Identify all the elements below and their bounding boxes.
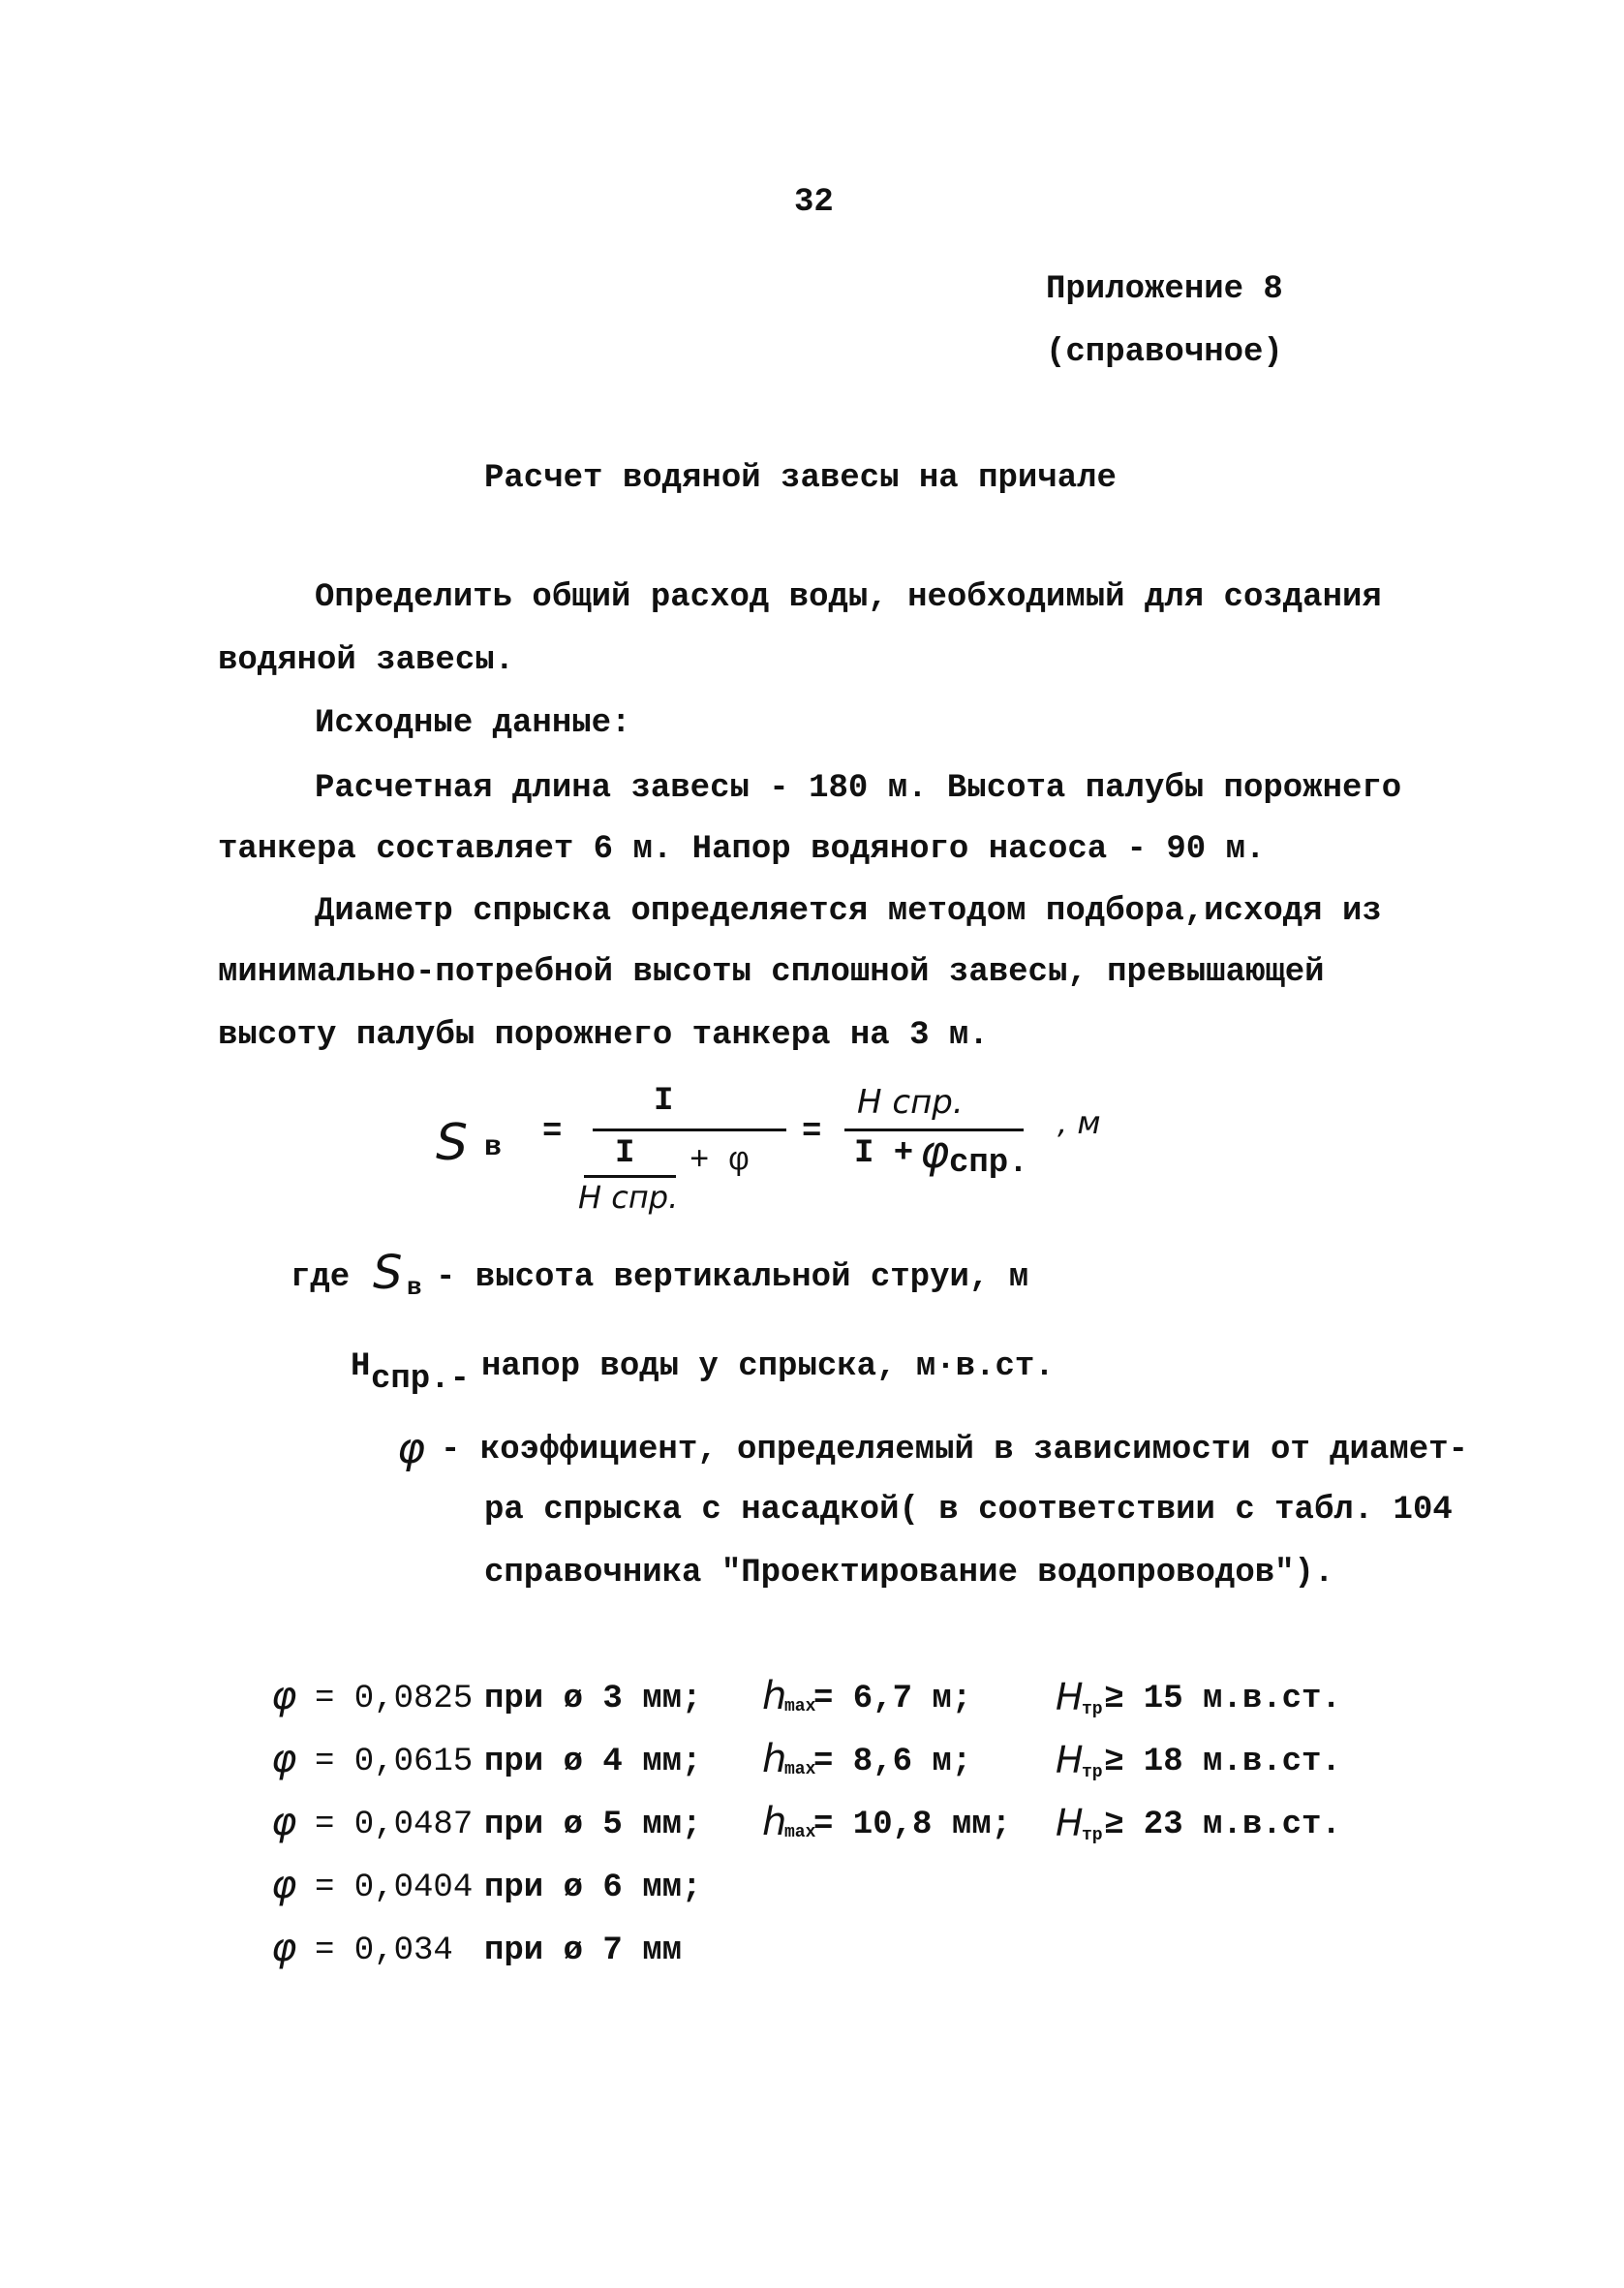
formula-eq-2: = — [802, 1114, 822, 1151]
fraction-1-numerator: I — [654, 1083, 674, 1120]
legend-h-symbol: H — [351, 1348, 371, 1385]
row-phi-value: = 0,0825 — [315, 1681, 474, 1717]
row-phi-symbol: φ — [271, 1926, 297, 1970]
formula-lhs-sub: в — [484, 1131, 503, 1164]
task-line-2: водяной завесы. — [218, 642, 515, 679]
row-phi-symbol: φ — [271, 1800, 297, 1844]
given-label: Исходные данные: — [315, 705, 631, 742]
fraction-2-den-a: I + — [854, 1135, 914, 1172]
row-H-sub: тр — [1082, 1826, 1103, 1845]
row-H-value: ≥ 23 м.в.ст. — [1104, 1807, 1341, 1843]
row-diameter: при ø 5 мм; — [484, 1807, 702, 1843]
row-phi-symbol: φ — [271, 1737, 297, 1781]
row-phi-value: = 0,0404 — [315, 1870, 474, 1906]
fraction-1-bar — [593, 1129, 786, 1131]
legend-where: где — [291, 1259, 351, 1296]
paragraph-2-line-3: высоту палубы порожнего танкера на 3 м. — [218, 1017, 989, 1054]
row-phi-value: = 0,0487 — [315, 1807, 474, 1843]
row-h-value: = 10,8 мм; — [813, 1807, 1012, 1843]
row-h-sub: max — [784, 1760, 816, 1779]
formula-lhs-symbol: S — [436, 1114, 469, 1172]
paragraph-1-line-1: Расчетная длина завесы - 180 м. Высота палубы порожнего — [315, 770, 1402, 807]
row-h-symbol: h — [762, 1674, 787, 1718]
row-H-value: ≥ 15 м.в.ст. — [1104, 1681, 1341, 1717]
row-diameter: при ø 6 мм; — [484, 1870, 702, 1906]
row-H-symbol: H — [1056, 1739, 1084, 1781]
row-phi-value: = 0,0615 — [315, 1744, 474, 1780]
legend-s-sub: в — [407, 1273, 422, 1302]
legend-h-sub: спр.- — [371, 1361, 471, 1398]
row-H-symbol: H — [1056, 1802, 1084, 1844]
legend-phi-line-3: справочника "Проектирование водопроводов"). — [484, 1555, 1334, 1592]
page-number: 32 — [794, 184, 834, 221]
row-h-sub: max — [784, 1697, 816, 1716]
row-h-sub: max — [784, 1823, 816, 1842]
fraction-2-numerator: H спр. — [857, 1083, 964, 1122]
fraction-1-plus-phi: + φ — [689, 1143, 750, 1180]
paragraph-2-line-2: минимально-потребной высоты сплошной завесы, превышающей — [218, 954, 1325, 991]
legend-s-desc: - высота вертикальной струи, м — [436, 1259, 1029, 1296]
appendix-subtitle: (справочное) — [1046, 334, 1283, 371]
row-h-value: = 6,7 м; — [813, 1681, 972, 1717]
formula-eq-1: = — [542, 1114, 563, 1151]
paragraph-1-line-2: танкера составляет 6 м. Напор водяного насоса - 90 м. — [218, 831, 1266, 868]
row-H-symbol: H — [1056, 1676, 1084, 1718]
row-diameter: при ø 3 мм; — [484, 1681, 702, 1717]
row-phi-symbol: φ — [271, 1863, 297, 1907]
task-line-1: Определить общий расход воды, необходимый для создания — [315, 579, 1382, 616]
fraction-1-inner-numerator: I — [615, 1135, 635, 1172]
fraction-2-den-b: спр. — [949, 1145, 1028, 1182]
appendix-title: Приложение 8 — [1046, 271, 1283, 308]
fraction-2-den-phi: φ — [920, 1126, 950, 1178]
formula-unit: , м — [1057, 1104, 1101, 1141]
row-h-symbol: h — [762, 1800, 787, 1844]
legend-phi-line-2: ра спрыска с насадкой( в соответствии с табл. 104 — [484, 1492, 1453, 1529]
row-H-sub: тр — [1082, 1700, 1103, 1719]
legend-phi-line-1: - коэффициент, определяемый в зависимости от диамет- — [441, 1432, 1468, 1469]
row-phi-value: = 0,034 — [315, 1932, 453, 1969]
row-h-value: = 8,6 м; — [813, 1744, 972, 1780]
row-H-value: ≥ 18 м.в.ст. — [1104, 1744, 1341, 1780]
legend-phi-symbol: φ — [397, 1424, 426, 1473]
row-H-sub: тр — [1082, 1763, 1103, 1782]
fraction-1-inner-denominator: H спр. — [578, 1179, 679, 1216]
legend-s-symbol: S — [373, 1246, 403, 1300]
row-phi-symbol: φ — [271, 1674, 297, 1718]
section-heading: Расчет водяной завесы на причале — [484, 460, 1117, 497]
fraction-1-inner-bar — [584, 1175, 676, 1178]
row-diameter: при ø 4 мм; — [484, 1744, 702, 1780]
paragraph-2-line-1: Диаметр спрыска определяется методом подбора,исходя из — [315, 893, 1382, 930]
row-h-symbol: h — [762, 1737, 787, 1781]
row-diameter: при ø 7 мм — [484, 1932, 683, 1969]
legend-h-desc: напор воды у спрыска, м·в.ст. — [481, 1348, 1055, 1385]
